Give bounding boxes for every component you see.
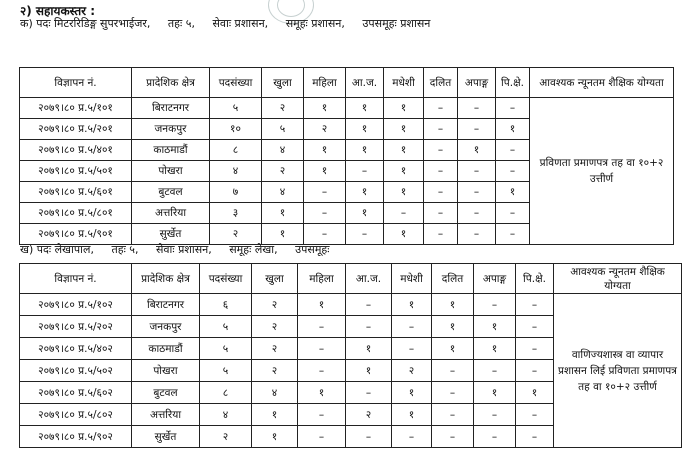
cell-region: बिराटनगर [132, 294, 200, 316]
header-backward: पि.क्षे. [516, 264, 554, 294]
cell-backward: – [516, 338, 554, 360]
header-aj: आ.ज. [346, 264, 392, 294]
cell-region: सुर्खेत [132, 224, 210, 245]
cell-open: ४ [262, 182, 304, 203]
cell-region: बिराटनगर [132, 98, 210, 119]
cell-women: – [298, 360, 346, 382]
cell-total: ७ [210, 182, 262, 203]
cell-ad: २०७९।८० प्र.५/९०२ [20, 426, 132, 448]
cell-open: २ [252, 338, 298, 360]
cell-ad: २०७९।८० प्र.५/५०१ [20, 161, 132, 182]
cell-women: १ [304, 140, 346, 161]
cell-disabled: – [458, 182, 496, 203]
cell-disabled: १ [474, 382, 516, 404]
cell-aj: १ [346, 140, 384, 161]
cell-aj: – [346, 316, 392, 338]
header-dalit: दलित [424, 68, 458, 98]
header-aj: आ.ज. [346, 68, 384, 98]
table-post-b [19, 263, 682, 448]
cell-aj: १ [346, 182, 384, 203]
cell-disabled: – [458, 119, 496, 140]
cell-disabled: – [458, 203, 496, 224]
cell-backward: – [496, 224, 530, 245]
cell-backward: – [496, 161, 530, 182]
cell-women: १ [304, 98, 346, 119]
post-a-level: तहः ५, [167, 17, 195, 30]
cell-madhesi: १ [392, 382, 432, 404]
cell-dalit: १ [432, 338, 474, 360]
header-open: खुला [252, 264, 298, 294]
cell-dalit: – [424, 140, 458, 161]
cell-ad: २०७९।८० प्र.५/५०२ [20, 360, 132, 382]
cell-disabled: – [474, 294, 516, 316]
cell-women: – [298, 426, 346, 448]
cell-aj: – [346, 224, 384, 245]
cell-total: ५ [200, 316, 252, 338]
cell-total: ४ [200, 404, 252, 426]
cell-aj: – [346, 426, 392, 448]
cell-aj: – [346, 161, 384, 182]
cell-total: ८ [200, 382, 252, 404]
cell-ad: २०७९।८० प्र.५/६०१ [20, 182, 132, 203]
cell-ad: २०७९।८० प्र.५/४०२ [20, 338, 132, 360]
cell-backward: १ [516, 382, 554, 404]
header-women: महिला [298, 264, 346, 294]
table-post-a [19, 67, 674, 245]
post-b-service: सेवाः प्रशासन, [156, 243, 212, 256]
cell-dalit: – [424, 161, 458, 182]
post-b-group: समूहः लेखा, [229, 243, 278, 256]
section-title: २) सहायकस्तर : [20, 4, 96, 18]
cell-disabled: – [474, 360, 516, 382]
cell-women: १ [298, 294, 346, 316]
cell-backward: १ [496, 182, 530, 203]
table-row [20, 98, 674, 119]
cell-ad: २०७९।८० प्र.५/८०१ [20, 203, 132, 224]
cell-aj: – [346, 382, 392, 404]
cell-ad: २०७९।८० प्र.५/४०१ [20, 140, 132, 161]
cell-women: – [298, 316, 346, 338]
cell-madhesi: १ [384, 182, 424, 203]
cell-madhesi: – [384, 203, 424, 224]
header-qualification: आवश्यक न्यूनतम शैक्षिक योग्यता [530, 68, 674, 98]
cell-total: ५ [200, 338, 252, 360]
cell-dalit: १ [432, 294, 474, 316]
header-disabled: अपाङ्ग [458, 68, 496, 98]
cell-open: २ [252, 316, 298, 338]
cell-total: २ [210, 224, 262, 245]
cell-dalit: – [432, 426, 474, 448]
cell-backward: – [516, 294, 554, 316]
post-a-title: क) पदः मिटररिडिङ्ग सुपरभाईजर, [20, 17, 151, 30]
header-ad-no: विज्ञापन नं. [20, 264, 132, 294]
cell-open: २ [252, 360, 298, 382]
cell-dalit: – [424, 182, 458, 203]
cell-region: बुटवल [132, 382, 200, 404]
cell-madhesi: १ [384, 224, 424, 245]
cell-backward: – [516, 404, 554, 426]
post-b-level: तहः ५, [111, 243, 139, 256]
cell-disabled: – [458, 98, 496, 119]
cell-total: १० [210, 119, 262, 140]
cell-backward: – [516, 360, 554, 382]
cell-open: १ [262, 203, 304, 224]
cell-region: पोखरा [132, 161, 210, 182]
cell-madhesi: १ [392, 294, 432, 316]
cell-dalit: – [424, 224, 458, 245]
cell-region: पोखरा [132, 360, 200, 382]
cell-aj: २ [346, 404, 392, 426]
cell-total: ४ [210, 161, 262, 182]
cell-ad: २०७९।८० प्र.५/२०१ [20, 119, 132, 140]
cell-region: काठमाडौं [132, 140, 210, 161]
header-total: पदसंख्या [200, 264, 252, 294]
cell-women: – [304, 182, 346, 203]
cell-ad: २०७९।८० प्र.५/८०२ [20, 404, 132, 426]
cell-women: १ [304, 161, 346, 182]
cell-madhesi: – [392, 316, 432, 338]
header-region: प्रादेशिक क्षेत्र [132, 68, 210, 98]
cell-disabled: १ [458, 140, 496, 161]
cell-region: जनकपुर [132, 316, 200, 338]
cell-total: ५ [210, 98, 262, 119]
cell-disabled: – [474, 404, 516, 426]
cell-madhesi: १ [384, 119, 424, 140]
header-region: प्रादेशिक क्षेत्र [132, 264, 200, 294]
cell-aj: १ [346, 338, 392, 360]
cell-open: १ [262, 224, 304, 245]
header-backward: पि.क्षे. [496, 68, 530, 98]
cell-open: ४ [262, 140, 304, 161]
cell-disabled: १ [474, 316, 516, 338]
cell-region: अत्तरिया [132, 404, 200, 426]
header-dalit: दलित [432, 264, 474, 294]
cell-aj: १ [346, 98, 384, 119]
post-b-title: ख) पदः लेखापाल, [20, 243, 94, 256]
cell-women: – [298, 338, 346, 360]
cell-aj: १ [346, 119, 384, 140]
cell-open: १ [252, 404, 298, 426]
cell-open: ४ [252, 382, 298, 404]
cell-backward: – [516, 316, 554, 338]
cell-disabled: – [474, 426, 516, 448]
qualification-cell: वाणिज्यशास्त्र वा व्यापार प्रशासन लिई प्रविणता प्रमाणपत्र तह वा १०+२ उत्तीर्ण [554, 294, 682, 448]
cell-women: २ [304, 119, 346, 140]
post-a-service: सेवाः प्रशासन, [212, 17, 269, 30]
cell-backward: – [496, 140, 530, 161]
cell-total: ३ [210, 203, 262, 224]
cell-region: जनकपुर [132, 119, 210, 140]
cell-open: २ [252, 294, 298, 316]
cell-region: बुटवल [132, 182, 210, 203]
cell-dalit: – [432, 382, 474, 404]
header-total: पदसंख्या [210, 68, 262, 98]
cell-madhesi: १ [392, 404, 432, 426]
cell-ad: २०७९।८० प्र.५/९०१ [20, 224, 132, 245]
cell-women: १ [298, 382, 346, 404]
cell-ad: २०७९।८० प्र.५/१०१ [20, 98, 132, 119]
header-women: महिला [304, 68, 346, 98]
header-qualification: आवश्यक न्यूनतम शैक्षिक योग्यता [554, 264, 682, 294]
header-madhesi: मधेशी [392, 264, 432, 294]
cell-total: २ [200, 426, 252, 448]
cell-aj: १ [346, 203, 384, 224]
post-b-info [20, 242, 343, 257]
cell-women: – [298, 404, 346, 426]
cell-madhesi: – [392, 426, 432, 448]
cell-region: सुर्खेत [132, 426, 200, 448]
cell-region: काठमाडौं [132, 338, 200, 360]
cell-ad: २०७९।८० प्र.५/२०२ [20, 316, 132, 338]
cell-disabled: – [458, 161, 496, 182]
cell-total: ८ [210, 140, 262, 161]
cell-aj: १ [346, 360, 392, 382]
cell-ad: २०७९।८० प्र.५/६०२ [20, 382, 132, 404]
cell-open: २ [262, 161, 304, 182]
cell-aj: – [346, 294, 392, 316]
cell-madhesi: १ [384, 98, 424, 119]
cell-region: अत्तरिया [132, 203, 210, 224]
post-b-subgroup: उपसमूहः [295, 243, 330, 256]
cell-total: ६ [200, 294, 252, 316]
header-disabled: अपाङ्ग [474, 264, 516, 294]
cell-open: २ [262, 98, 304, 119]
cell-women: – [304, 224, 346, 245]
cell-disabled: – [458, 224, 496, 245]
header-open: खुला [262, 68, 304, 98]
cell-madhesi: १ [384, 140, 424, 161]
cell-madhesi: २ [392, 360, 432, 382]
cell-total: ५ [200, 360, 252, 382]
cell-ad: २०७९।८० प्र.५/१०२ [20, 294, 132, 316]
cell-backward: – [516, 426, 554, 448]
cell-dalit: – [424, 203, 458, 224]
cell-madhesi: १ [384, 161, 424, 182]
cell-open: ५ [262, 119, 304, 140]
header-madhesi: मधेशी [384, 68, 424, 98]
post-a-info [20, 16, 444, 31]
cell-dalit: – [432, 404, 474, 426]
cell-open: १ [252, 426, 298, 448]
cell-dalit: – [424, 119, 458, 140]
post-a-subgroup: उपसमूहः प्रशासन [362, 17, 431, 30]
cell-dalit: – [424, 98, 458, 119]
cell-dalit: १ [432, 316, 474, 338]
cell-backward: – [496, 98, 530, 119]
cell-dalit: – [432, 360, 474, 382]
table-row [20, 294, 682, 316]
cell-backward: – [496, 203, 530, 224]
cell-backward: १ [496, 119, 530, 140]
cell-women: – [304, 203, 346, 224]
qualification-cell: प्रविणता प्रमाणपत्र तह वा १०+२ उत्तीर्ण [530, 98, 674, 245]
cell-madhesi: – [392, 338, 432, 360]
cell-disabled: १ [474, 338, 516, 360]
header-ad-no: विज्ञापन नं. [20, 68, 132, 98]
post-a-group: समूहः प्रशासन, [285, 17, 345, 30]
